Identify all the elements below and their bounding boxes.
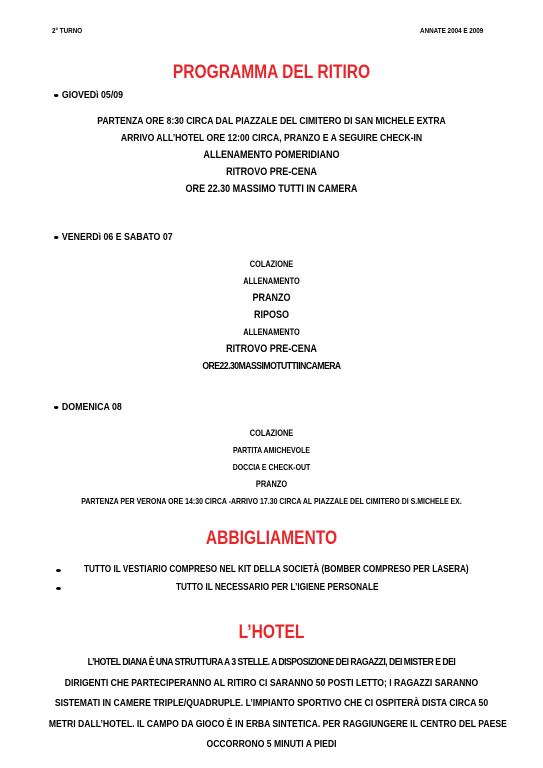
day-sunday [54, 402, 122, 413]
schedule-line: COLAZIONE [249, 428, 294, 438]
schedule-line: PARTITA AMICHEVOLE [232, 445, 311, 455]
day-sunday-schedule [0, 425, 543, 510]
header-turn: 2° TURNO [52, 28, 83, 35]
hotel-line: SISTEMATI IN CAMERE TRIPLE/QUADRUPLE. L’IMPIANTO SPORTIVO CHE CI OSPITERÀ DISTA CIRCA 50 [54, 697, 489, 709]
schedule-line: DOCCIA E CHECK-OUT [232, 462, 311, 472]
day-thursday-label: GIOVEDì 05/09 [61, 90, 124, 101]
hotel-line: METRI DALL’HOTEL. IL CAMPO DA GIOCO È IN ERBA SINTETICA. PER RAGGIUNGERE IL CENTRO DEL PAESE [48, 717, 507, 730]
hotel-line: OCCORRONO 5 MINUTI A PIEDI [206, 738, 337, 750]
clothing-title: ABBIGLIAMENTO [205, 528, 338, 549]
day-friday-saturday-schedule [0, 256, 543, 375]
day-friday-saturday [54, 232, 173, 243]
schedule-line: PRANZO [252, 292, 291, 304]
schedule-line: ORE22.30MASSIMOTUTTIINCAMERA [202, 360, 341, 372]
header-years: ANNATE 2004 E 2009 [419, 28, 483, 35]
hotel-line: L’HOTEL DIANA È UNA STRUTTURA A 3 STELLE. A DISPOSIZIONE DEI RAGAZZI, DEI MISTER E DEI [87, 656, 456, 668]
hotel-description [0, 652, 543, 755]
day-thursday-schedule [0, 113, 543, 198]
bullet-icon [56, 569, 61, 572]
schedule-line: RITROVO PRE-CENA [226, 343, 317, 355]
schedule-line: PARTENZA PER VERONA ORE 14:30 CIRCA -ARRIVO 17.30 CIRCA AL PIAZZALE DEL CIMITERO DI S.MICHELE EX. [81, 496, 462, 506]
bullet-icon [56, 587, 61, 590]
day-thursday [54, 90, 123, 101]
bullet-icon [54, 236, 58, 239]
schedule-line: PARTENZA ORE 8:30 CIRCA DAL PIAZZALE DEL CIMITERO DI SAN MICHELE EXTRA [97, 115, 446, 127]
program-title: PROGRAMMA DEL RITIRO [172, 62, 371, 83]
schedule-line: ORE 22.30 MASSIMO TUTTI IN CAMERA [185, 183, 358, 195]
schedule-line: RIPOSO [253, 309, 290, 321]
day-sunday-label: DOMENICA 08 [61, 402, 122, 413]
clothing-item-text: TUTTO IL NECESSARIO PER L’IGIENE PERSONALE [176, 582, 379, 593]
hotel-line: DIRIGENTI CHE PARTECIPERANNO AL RITIRO CI SARANNO 50 POSTI LETTO; I RAGAZZI SARANNO [64, 676, 479, 689]
bullet-icon [54, 406, 58, 409]
schedule-line: PRANZO [255, 479, 288, 489]
day-friday-saturday-label: VENERDì 06 E SABATO 07 [61, 232, 173, 243]
bullet-icon [54, 94, 58, 97]
schedule-line: ALLENAMENTO POMERIDIANO [203, 149, 340, 161]
schedule-line: ARRIVO ALL’HOTEL ORE 12:00 CIRCA, PRANZO E A SEGUIRE CHECK-IN [120, 132, 423, 144]
hotel-title: L’HOTEL [238, 622, 305, 643]
schedule-line: ALLENAMENTO [243, 276, 300, 286]
schedule-line: ALLENAMENTO [243, 327, 300, 337]
clothing-item-text: TUTTO IL VESTIARIO COMPRESO NEL KIT DELLA SOCIETÀ (BOMBER COMPRESO PER LASERA) [84, 564, 469, 575]
schedule-line: RITROVO PRE-CENA [226, 166, 317, 178]
schedule-line: COLAZIONE [249, 259, 294, 269]
